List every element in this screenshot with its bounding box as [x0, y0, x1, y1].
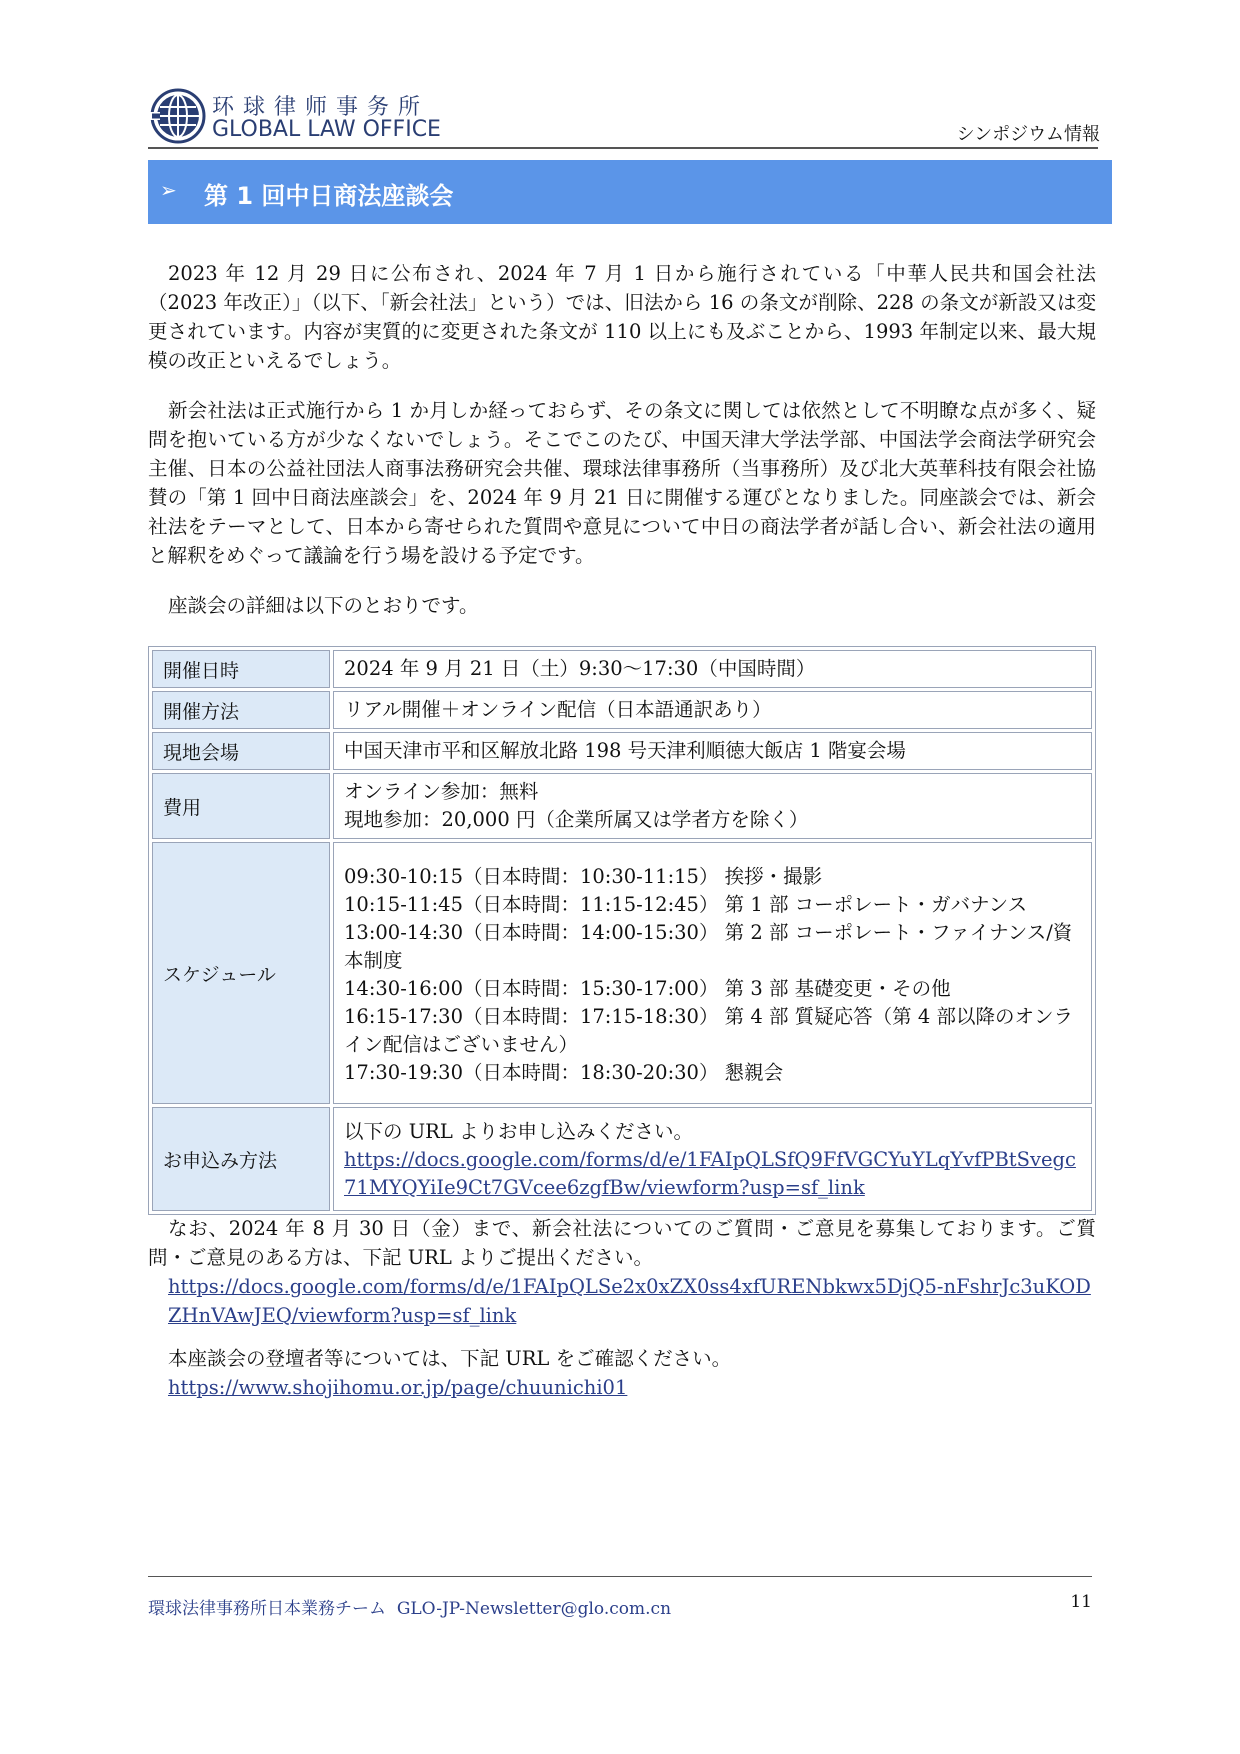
questions-link-block	[168, 1272, 1096, 1330]
fee-value	[333, 773, 1092, 839]
section-title: 第 1 回中日商法座談会	[204, 182, 454, 210]
logo-english-name: GLOBAL LAW OFFICE	[212, 117, 441, 142]
fee-onsite: 現地参加：20,000 円（企業所属又は学者方を除く）	[344, 808, 809, 831]
table-row-method	[152, 691, 1092, 729]
fee-label: 費用	[152, 773, 330, 839]
apply-text: 以下の URL よりお申し込みください。	[344, 1120, 693, 1143]
schedule-item: 14:30-16:00（日本時間：15:30-17:00） 第 3 部 基礎変更・その他	[344, 977, 951, 1000]
globe-icon	[150, 88, 206, 144]
table-row-fee	[152, 773, 1092, 839]
arrow-bullet-icon: ➢	[160, 178, 177, 202]
footer-contact	[148, 1594, 671, 1619]
venue-value: 中国天津市平和区解放北路 198 号天津利順徳大飯店 1 階宴会場	[333, 732, 1092, 770]
speakers-page-link[interactable]: https://www.shojihomu.or.jp/page/chuunichi01	[168, 1376, 628, 1399]
event-paragraph: 新会社法は正式施行から 1 か月しか経っておらず、その条文に関しては依然として不明瞭な点が多く、疑問を抱いている方が少なくないでしょう。そこでこのたび、中国天津大学法学部、中国法学会商法学研究会主催、日本の公益社団法人商事法務研究会共催、環球法律事務所（当事務所）及び北大英華科技有限会社協賛の「第 1 回中日商法座談会」を、2024 年 9 月 21 日に開催する運びとなりました。同座談会では、新会社法をテーマとして、日本から寄せられた質問や意見について中日の商法学者が話し合い、新会社法の適用と解釈をめぐって議論を行う場を設ける予定です。	[148, 399, 1096, 567]
apply-value	[333, 1107, 1092, 1211]
header-label: シンポジウム情報	[956, 124, 1100, 145]
schedule-item: 17:30-19:30（日本時間：18:30-20:30） 懇親会	[344, 1061, 784, 1084]
apply-label: お申込み方法	[152, 1107, 330, 1211]
method-label: 開催方法	[152, 691, 330, 729]
footer-divider	[148, 1576, 1092, 1577]
schedule-label: スケジュール	[152, 842, 330, 1104]
logo-chinese-name: 环球律师事务所	[212, 95, 430, 120]
footer-team: 環球法律事務所日本業務チーム	[148, 1599, 386, 1619]
schedule-item: 09:30-10:15（日本時間：10:30-11:15） 挨拶・撮影	[344, 865, 823, 888]
event-info-table	[148, 646, 1096, 1215]
intro-paragraph: 2023 年 12 月 29 日に公布され、2024 年 7 月 1 日から施行されている「中華人民共和国会社法（2023 年改正）」（以下、「新会社法」という）では、旧法から 16 の条文が削除、228 の条文が新設又は変更されています。内容が実質的に変更された条文が 110 以上にも及ぶことから、1993 年制定以来、最大規模の改正といえるでしょう。	[148, 262, 1096, 372]
footer-email: GLO-JP-Newsletter@glo.com.cn	[396, 1599, 672, 1619]
schedule-value	[333, 842, 1092, 1104]
page-number: 11	[1070, 1592, 1092, 1612]
table-row-venue	[152, 732, 1092, 770]
questions-paragraph: なお、2024 年 8 月 30 日（金）まで、新会社法についてのご質問・ご意見を募集しております。ご質問・ご意見のある方は、下記 URL よりご提出ください。	[148, 1217, 1096, 1269]
table-row-schedule	[152, 842, 1092, 1104]
schedule-item: 13:00-14:30（日本時間：14:00-15:30） 第 2 部 コーポレート・ファイナンス/資本制度	[344, 921, 1073, 972]
schedule-item: 10:15-11:45（日本時間：11:15-12:45） 第 1 部 コーポレート・ガバナンス	[344, 893, 1028, 916]
date-value: 2024 年 9 月 21 日（土）9:30〜17:30（中国時間）	[333, 650, 1092, 688]
method-value: リアル開催＋オンライン配信（日本語通訳あり）	[333, 691, 1092, 729]
table-row-date	[152, 650, 1092, 688]
table-row-apply	[152, 1107, 1092, 1211]
speakers-link-block	[168, 1373, 1096, 1402]
venue-label: 現地会場	[152, 732, 330, 770]
speakers-paragraph: 本座談会の登壇者等については、下記 URL をご確認ください。	[168, 1347, 732, 1370]
header-divider	[148, 147, 1098, 149]
section-heading-bar	[148, 160, 1112, 224]
questions-form-link[interactable]: https://docs.google.com/forms/d/e/1FAIpQLSe2x0xZX0ss4xfURENbkwx5DjQ5-nFshrJc3uKODZHnVAwJEQ/viewform?usp=sf_link	[168, 1275, 1091, 1327]
date-label: 開催日時	[152, 650, 330, 688]
apply-form-link[interactable]: https://docs.google.com/forms/d/e/1FAIpQLSfQ9FfVGCYuYLqYvfPBtSvegc71MYQYiIe9Ct7GVcee6zgfBw/viewform?usp=sf_link	[344, 1148, 1076, 1199]
fee-online: オンライン参加：無料	[344, 780, 539, 803]
details-lead: 座談会の詳細は以下のとおりです。	[168, 594, 479, 617]
logo	[150, 88, 450, 148]
schedule-item: 16:15-17:30（日本時間：17:15-18:30） 第 4 部 質疑応答（第 4 部以降のオンライン配信はございません）	[344, 1005, 1073, 1056]
